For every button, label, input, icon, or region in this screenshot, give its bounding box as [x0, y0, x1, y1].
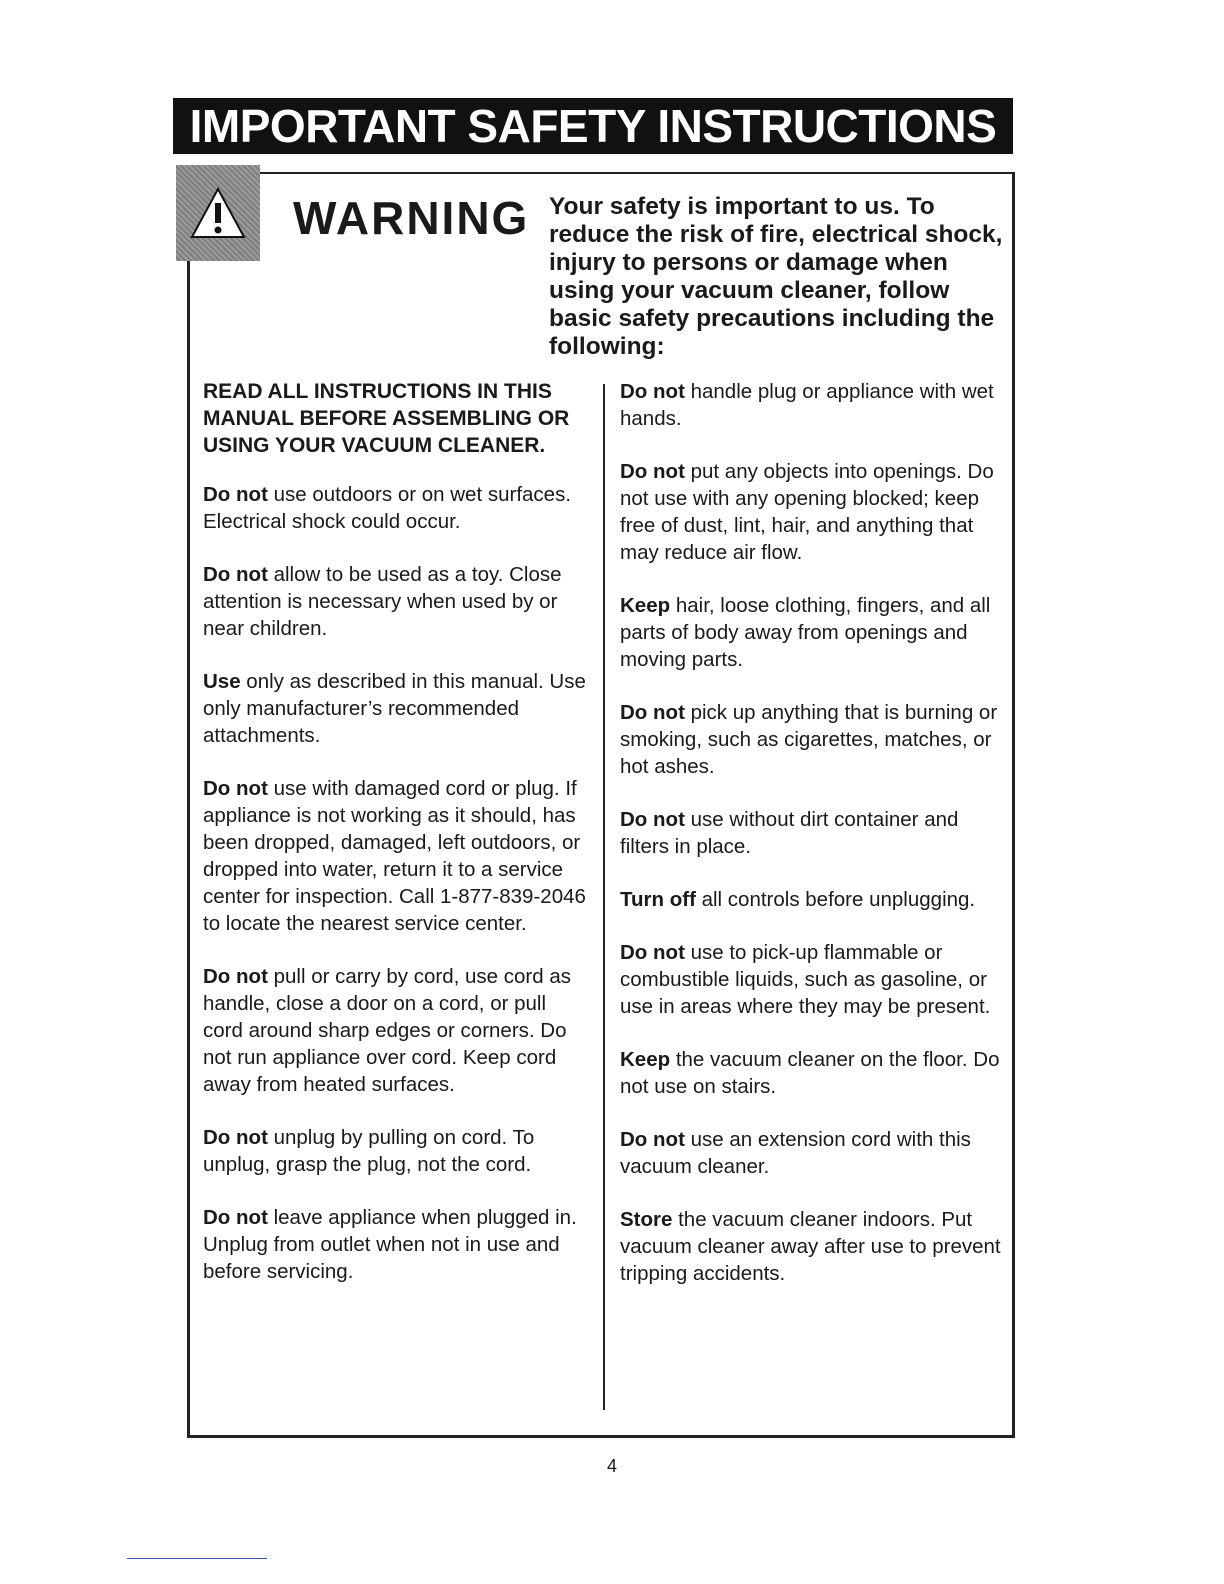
- item-text: handle plug or appliance with wet hands.: [620, 380, 994, 430]
- item-lead: Use: [203, 670, 241, 693]
- item-text: pick up anything that is burning or smoking, such as cigarettes, matches, or hot ashes.: [620, 701, 998, 778]
- page-number: 4: [606, 1456, 617, 1476]
- list-item: [620, 886, 1005, 913]
- item-text: the vacuum cleaner indoors. Put vacuum cleaner away after use to prevent tripping accidents.: [620, 1208, 1001, 1285]
- item-lead: Do not: [620, 808, 685, 831]
- list-item: [620, 378, 1005, 432]
- item-lead: Do not: [620, 701, 685, 724]
- item-lead: Do not: [620, 941, 685, 964]
- item-text: use an extension cord with this vacuum cleaner.: [620, 1128, 971, 1178]
- warning-heading: WARNING: [293, 192, 530, 244]
- list-item: [620, 1206, 1005, 1287]
- item-lead: Keep: [620, 594, 671, 617]
- item-text: only as described in this manual. Use only manufacturer’s recommended attachments.: [203, 670, 586, 747]
- item-lead: Do not: [203, 483, 268, 506]
- item-lead: Keep: [620, 1048, 671, 1071]
- list-item: [203, 561, 588, 642]
- item-text: put any objects into openings. Do not use with any opening blocked; keep free of dust, lint, hair, and anything that may reduce air flow.: [620, 460, 994, 564]
- list-item: [620, 699, 1005, 780]
- item-text: allow to be used as a toy. Close attention is necessary when used by or near children.: [203, 563, 562, 640]
- item-text: use with damaged cord or plug. If appliance is not working as it should, has been dropped, damaged, left outdoors, or dropped into water, return it to a service center for inspection. Call 1-877-839-2046 to locate the nearest service center.: [203, 777, 586, 935]
- item-lead: Do not: [620, 380, 685, 403]
- list-item: [620, 458, 1005, 566]
- list-item: [620, 592, 1005, 673]
- scan-edge-line: [127, 1558, 267, 1559]
- item-lead: Do not: [203, 1206, 268, 1229]
- warning-intro-text: Your safety is important to us. To reduce the risk of fire, electrical shock, injury to persons or damage when using your vacuum cleaner, follow basic safety precautions including the following:: [549, 193, 1003, 360]
- list-item: [203, 1124, 588, 1178]
- read-all-instructions-notice: READ ALL INSTRUCTIONS IN THIS MANUAL BEFORE ASSEMBLING OR USING YOUR VACUUM CLEANER.: [203, 380, 570, 457]
- item-text: hair, loose clothing, fingers, and all parts of body away from openings and moving parts.: [620, 594, 991, 671]
- item-text: use without dirt container and filters in place.: [620, 808, 959, 858]
- item-lead: Store: [620, 1208, 673, 1231]
- item-text: use outdoors or on wet surfaces. Electrical shock could occur.: [203, 483, 572, 533]
- item-text: all controls before unplugging.: [695, 888, 976, 911]
- list-item: [620, 806, 1005, 860]
- item-text: pull or carry by cord, use cord as handle, close a door on a cord, or pull cord around sharp edges or corners. Do not run appliance over cord. Keep cord away from heated surfaces.: [203, 965, 571, 1096]
- item-lead: Turn off: [620, 888, 696, 911]
- item-text: leave appliance when plugged in. Unplug from outlet when not in use and before servicing.: [203, 1206, 577, 1283]
- item-lead: Do not: [203, 777, 268, 800]
- page-title: IMPORTANT SAFETY INSTRUCTIONS: [173, 98, 1013, 154]
- list-item: [620, 1126, 1005, 1180]
- list-item: [620, 1046, 1005, 1100]
- warning-triangle-icon: [176, 165, 260, 261]
- item-lead: Do not: [620, 1128, 685, 1151]
- right-column: [620, 378, 1005, 1313]
- item-lead: Do not: [203, 1126, 268, 1149]
- item-text: unplug by pulling on cord. To unplug, grasp the plug, not the cord.: [203, 1126, 535, 1176]
- item-text: the vacuum cleaner on the floor. Do not use on stairs.: [620, 1048, 1000, 1098]
- list-item: [203, 481, 588, 535]
- item-text: use to pick-up flammable or combustible liquids, such as gasoline, or use in areas where they may be present.: [620, 941, 991, 1018]
- item-lead: Do not: [620, 460, 685, 483]
- list-item: [620, 939, 1005, 1020]
- list-item: [203, 1204, 588, 1285]
- list-item: [203, 668, 588, 749]
- item-lead: Do not: [203, 563, 268, 586]
- column-divider: [603, 384, 605, 1410]
- item-lead: Do not: [203, 965, 268, 988]
- list-item: [203, 775, 588, 937]
- list-item: [203, 963, 588, 1098]
- left-column: [203, 378, 588, 1311]
